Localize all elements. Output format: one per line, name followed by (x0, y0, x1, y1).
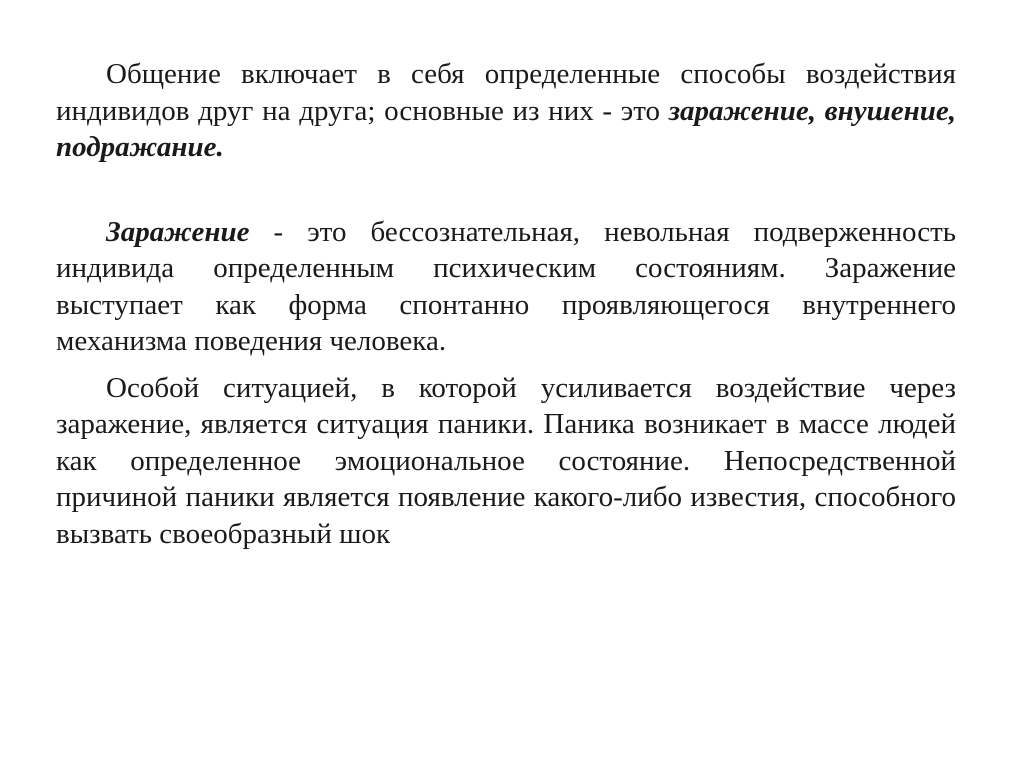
paragraph-communication (56, 56, 956, 166)
paragraph-communication-text: Общение включает в себя определенные способы воздействия индивидов друг на друга; основные из них - это (56, 58, 956, 127)
paragraph-contagion-text: - это бессознательная, невольная подверженность индивида определенным психическим состояниям. Заражение выступает как форма спонтанно проявляющегося внутреннего механизма поведения человека. (56, 215, 956, 357)
slide-content (56, 56, 956, 552)
paragraph-panic-text: Особой ситуацией, в которой усиливается воздействие через заражение, является ситуация паники. Паника возникает в массе людей как определенное эмоциональное состояние. Непосредственной причиной паники является появление какого-либо известия, способного вызвать своеобразный шок (56, 371, 956, 550)
paragraph-contagion (56, 214, 956, 360)
influence-methods-emphasis: заражение, внушение, подражание. (56, 94, 956, 163)
contagion-term: Заражение (106, 215, 250, 248)
paragraph-panic (56, 370, 956, 553)
